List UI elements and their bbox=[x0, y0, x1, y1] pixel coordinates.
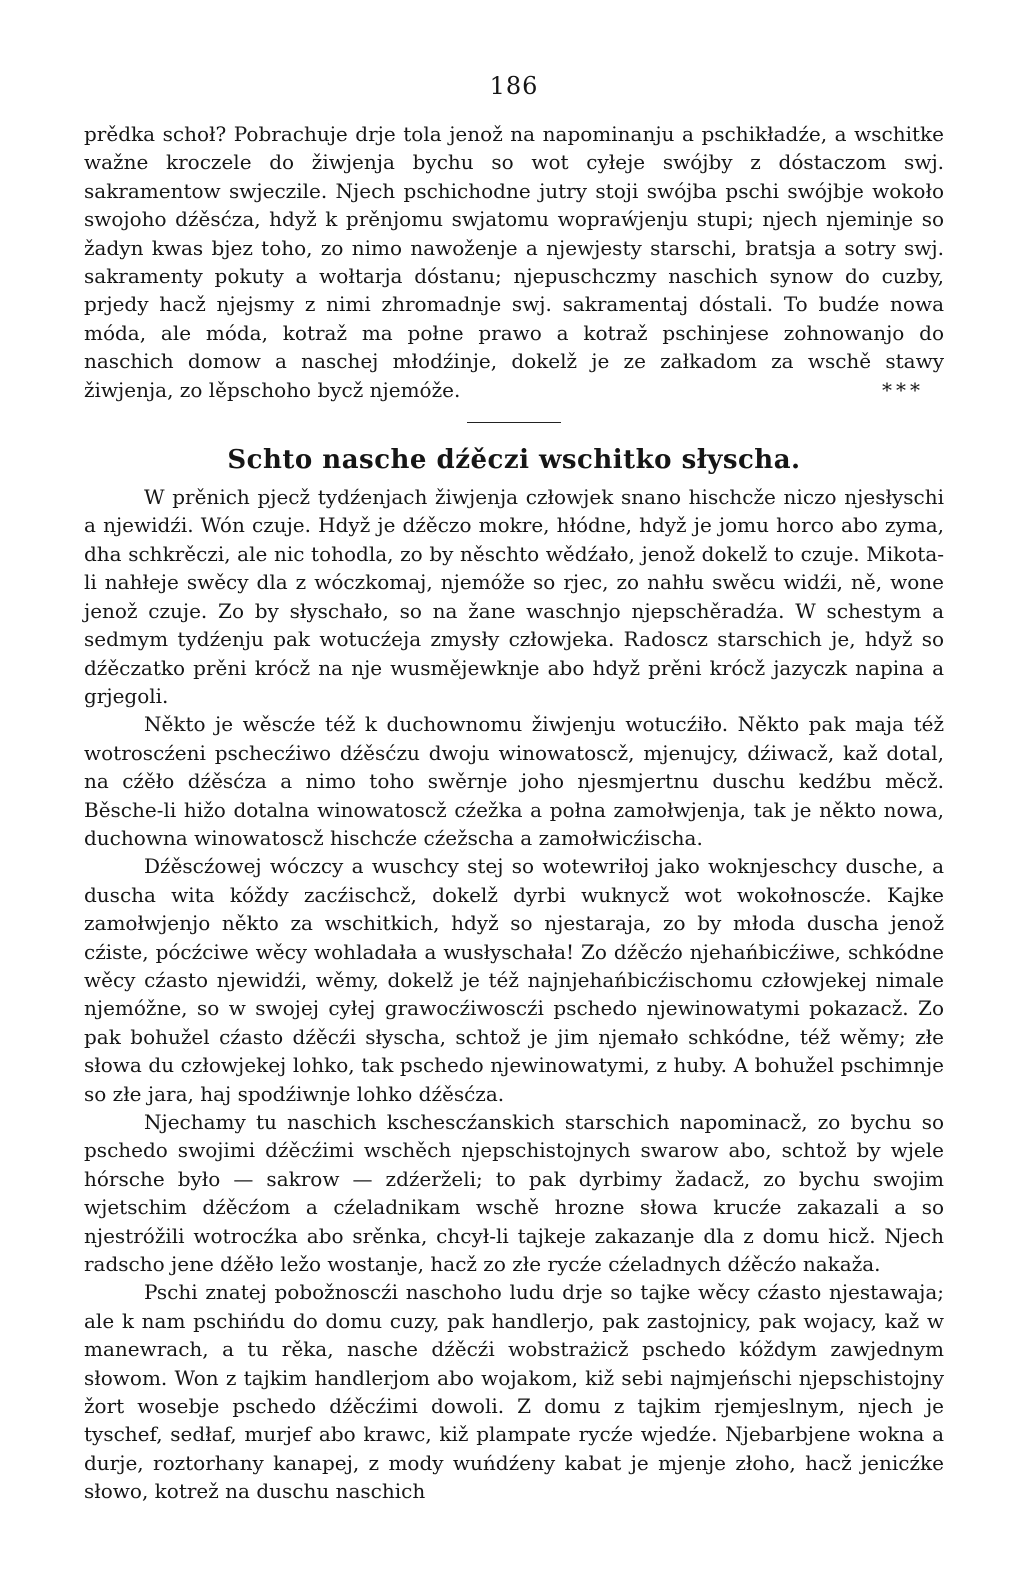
intro-text: prědka schoł? Pobrachuje drje tola jenož na napominanju a pschikładźe, a wschitke wažne kroczele do žiwjenja bychu so wot cyłeje swójby z dóstaczom swj. sakramentow swjeczile. Njech pschichodne jutry stoji swójba pschi swójbje wokoło swojoho dźěsćza, hdyž k prěnjomu swjatomu wopraẃjenju stupi; njech njeminje so žadyn kwas bjez toho, zo nimo nawoženje a njewjesty starschi, bratsja a sotry swj. sakramenty pokuty a wołtarja dóstanu; njepuschczmy naschich synow do cuzby, prjedy hacž njejsmy z nimi zhromadnje swj. sakramentaj dóstali. To budźe nowa móda, ale móda, kotraž ma połne prawo a kotraž pschinjese zohnowanjo do naschich domow a naschej młodźinje, dokelž je ze załkadom za wschě stawy žiwjenja, zo lěpschoho bycž njemóže. bbox=[84, 122, 944, 402]
section-divider bbox=[467, 422, 561, 423]
paragraph-3: Dźěscźowej wóczcy a wuschcy stej so wotewriłoj jako woknjeschcy dusche, a duscha wita kóždy zacźischcž, dokelž dyrbi wuknycž wot wokołnoscźe. Kajke zamołwjenjo někto za wschitkich, hdyž so njestaraja, zo by młoda duscha jenož cźiste, pócźciwe wěcy wohladała a wusłyschała! Zo dźěcźo njehańbicźiwe, schkódne wěcy cźasto njewidźi, wěmy, dokelž je též najnjehańbicźischomu człowjekej nimale njemóžne, so w swojej cyłej grawocźiwoscźi pschedo njewinowatymi pokazacž. Zo pak bohužel cźasto dźěcźi słyscha, schtož je jim njemało schkódne, též wěmy; złe słowa du człowjekej lohko, tak pschedo njewinowatymi, z huby. A bohužel pschimnje so złe jara, haj spodźiwnje lohko dźěsćza. bbox=[84, 854, 944, 1106]
signature-asterisks: * * * bbox=[882, 377, 920, 402]
document-page bbox=[84, 70, 944, 1506]
page-number: 186 bbox=[489, 72, 539, 100]
paragraph-4: Njechamy tu naschich kschescźanskich starschich napominacž, zo bychu so pschedo swojimi dźěcźimi wschěch njepschistojnych swarow abo, schtož by wjele hórsche było — sakrow — zdźerželi; to pak dyrbimy žadacž, zo bychu swojim wjetschim dźěcźom a cźeladnikam wschě hrozne słowa krucźe zakazali a so njestróžili wotrocźka abo srěnka, chcył-li tajkeje zakazanje dla z domu hicž. Njech radscho jene dźěło ležo wostanje, hacž zo złe rycźe cźeladnych dźěcźo nakaža. bbox=[84, 1110, 944, 1277]
section-title: Schto nasche dźěczi wschitko słyscha. bbox=[227, 445, 801, 476]
paragraph-5: Pschi znatej pobožnoscźi naschoho ludu drje so tajke wěcy cźasto njestawaja; ale k nam pschińdu do domu cuzy, pak handlerjo, pak zastojnicy, pak wojacy, kaž w manewrach, a tu rěka, nasche dźěcźi wobstrażicž pschedo kóždym zawjednym słowom. Won z tajkim handlerjom abo wojakom, kiž sebi najmjeńschi njepschistojny žort wosebje pschedo dźěcźimi dowoli. Z domu z tajkim rjemjeslnym, njech je tyschef, sedłaf, murjef abo krawc, kiž plampate rycźe wjedźe. Njebarbjene wokna a durje, roztorhany kanapej, z mody wuńdźeny kabat je mjenje złoho, hacž jenicźke słowo, kotrež na duschu naschich bbox=[84, 1280, 944, 1504]
intro-paragraph bbox=[84, 120, 944, 404]
paragraph-2: Někto je wěscźe též k duchownomu žiwjenju wotucźiło. Někto pak maja též wotroscźeni pschecźiwo dźěsćzu dwoju winowatoscž, mjenujcy, dźiwacž, kaž dotal, na cźěło dźěsćza a nimo toho swěrnje joho njesmjertnu duschu kedźbu měcž. Běsche-li hižo dotalna winowatoscž cźežka a połna zamołwjenja, tak je někto nowa, duchowna winowatoscž hischcźe cźežscha a zamołwicźischa. bbox=[84, 712, 944, 850]
paragraph-1: W prěnich pjecž tydźenjach žiwjenja człowjek snano hischcže niczo njesłyschi a njewidźi. Wón czuje. Hdyž je dźěczo mokre, hłódne, hdyž je jomu horco abo zyma, dha schkrěczi, ale nic tohodla, zo by něschto wědźało, jenož dokelž to czuje. Mikota-li nahłeje swěcy dla z wóczkomaj, njemóže so rjec, zo nahłu swěcu widźi, ně, wone jenož czuje. Zo by słyschało, so na žane waschnjo njepschěradźa. W schestym a sedmym tydźenju pak wotucźeja zmysły człowjeka. Radoscz starschich je, hdyž so dźěczatko prěni krócž na nje wusmějewknje abo hdyž prěni krócž jazyczk napina a grjegoli. bbox=[84, 485, 944, 708]
